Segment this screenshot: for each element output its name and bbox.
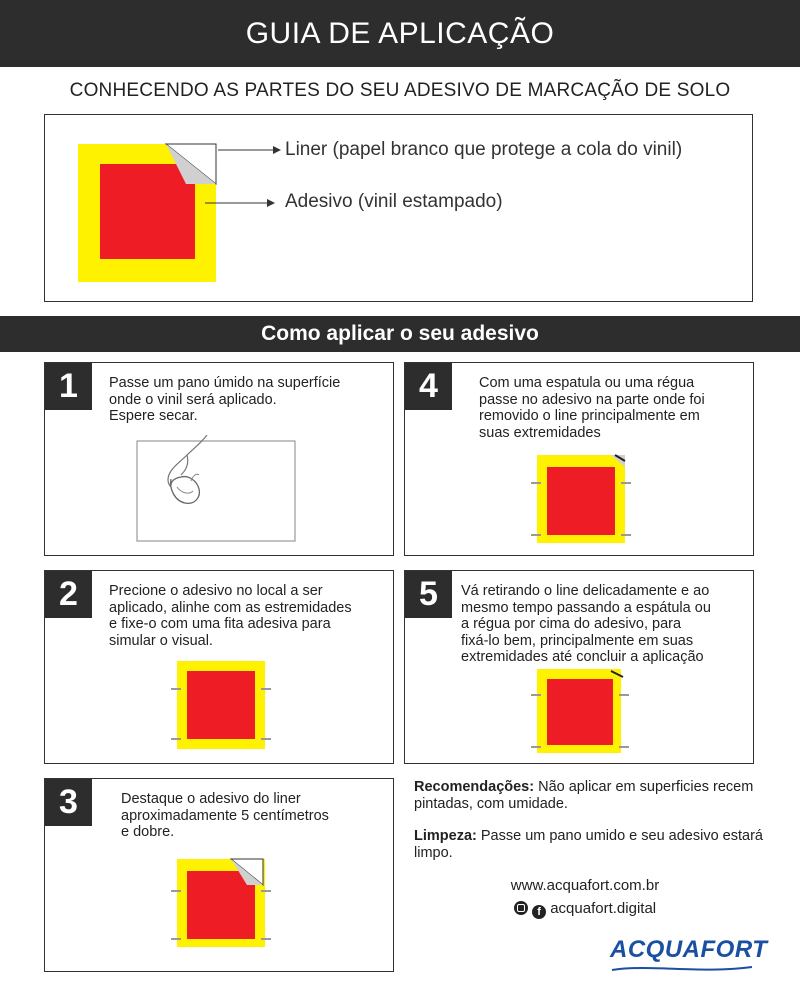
step-5-sticker-illustration xyxy=(531,667,631,755)
cleaning-label: Limpeza: xyxy=(414,828,477,844)
step-5-number: 5 xyxy=(405,571,452,618)
step-2-sticker-illustration xyxy=(171,659,271,751)
social-handle: acquafort.digital xyxy=(550,900,657,917)
cleaning-text: Passe um pano umido e seu adesivo estará limpo. xyxy=(414,828,763,861)
step-4-card xyxy=(404,362,754,556)
step-4-text: Com uma espatula ou uma régua passe no adesivo na parte onde foi removido o line principalmente em suas extremidades xyxy=(479,375,705,441)
parts-box xyxy=(44,114,753,302)
step-1-text: Passe um pano úmido na superfície onde o vinil será aplicado. Espere secar. xyxy=(109,375,341,424)
logo-wave-icon xyxy=(610,964,755,974)
page-title: GUIA DE APLICAÇÃO xyxy=(245,17,555,50)
website-link[interactable]: www.acquafort.com.br xyxy=(510,877,660,894)
recommendations-label: Recomendações: xyxy=(414,779,535,795)
liner-label: Liner (papel branco que protege a cola do vinil) xyxy=(285,139,683,160)
step-4-sticker-illustration xyxy=(531,453,631,545)
cleaning xyxy=(414,828,764,862)
acquafort-logo xyxy=(610,936,768,974)
step-3-text: Destaque o adesivo do liner aproximadamente 5 centímetros e dobre. xyxy=(121,791,329,840)
sticker-label: Adesivo (vinil estampado) xyxy=(285,191,503,212)
header-banner xyxy=(0,0,800,67)
sticker-red-center xyxy=(100,164,195,259)
recommendations xyxy=(414,779,764,813)
step-2-number: 2 xyxy=(45,571,92,618)
instagram-icon xyxy=(514,901,528,915)
step-3-number: 3 xyxy=(45,779,92,826)
facebook-icon: f xyxy=(532,905,546,919)
step-2-text: Precione o adesivo no local a ser aplicado, alinhe com as estremidades e fixe-o com uma fita adesiva para simular o visual. xyxy=(109,583,352,649)
step-3-sticker-illustration xyxy=(171,857,271,949)
logo-part-2: FORT xyxy=(700,936,768,963)
step-1-number: 1 xyxy=(45,363,92,410)
sticker-arrow-head xyxy=(267,199,275,207)
social-handle-row[interactable] xyxy=(470,900,700,919)
step-1-card xyxy=(44,362,394,556)
step-3-card xyxy=(44,778,394,972)
step-2-card xyxy=(44,570,394,764)
step-5-text: Vá retirando o line delicadamente e ao mesmo tempo passando a espátula ou a régua por cima do adesivo, para fixá-lo bem, principalmente em suas extremidades até concluir a aplicação xyxy=(461,583,711,665)
liner-arrow-head xyxy=(273,146,281,154)
logo-part-1: ACQUA xyxy=(610,936,701,963)
hand-wiping-illustration xyxy=(135,435,300,547)
recommendations-text: Não aplicar em superficies recem pintadas, com umidade. xyxy=(414,779,754,812)
step-5-card xyxy=(404,570,754,764)
surface-outline xyxy=(137,441,295,541)
how-to-banner xyxy=(0,316,800,352)
how-to-title: Como aplicar o seu adesivo xyxy=(261,322,539,345)
parts-subtitle: CONHECENDO AS PARTES DO SEU ADESIVO DE MARCAÇÃO DE SOLO xyxy=(69,80,731,101)
step-4-number: 4 xyxy=(405,363,452,410)
